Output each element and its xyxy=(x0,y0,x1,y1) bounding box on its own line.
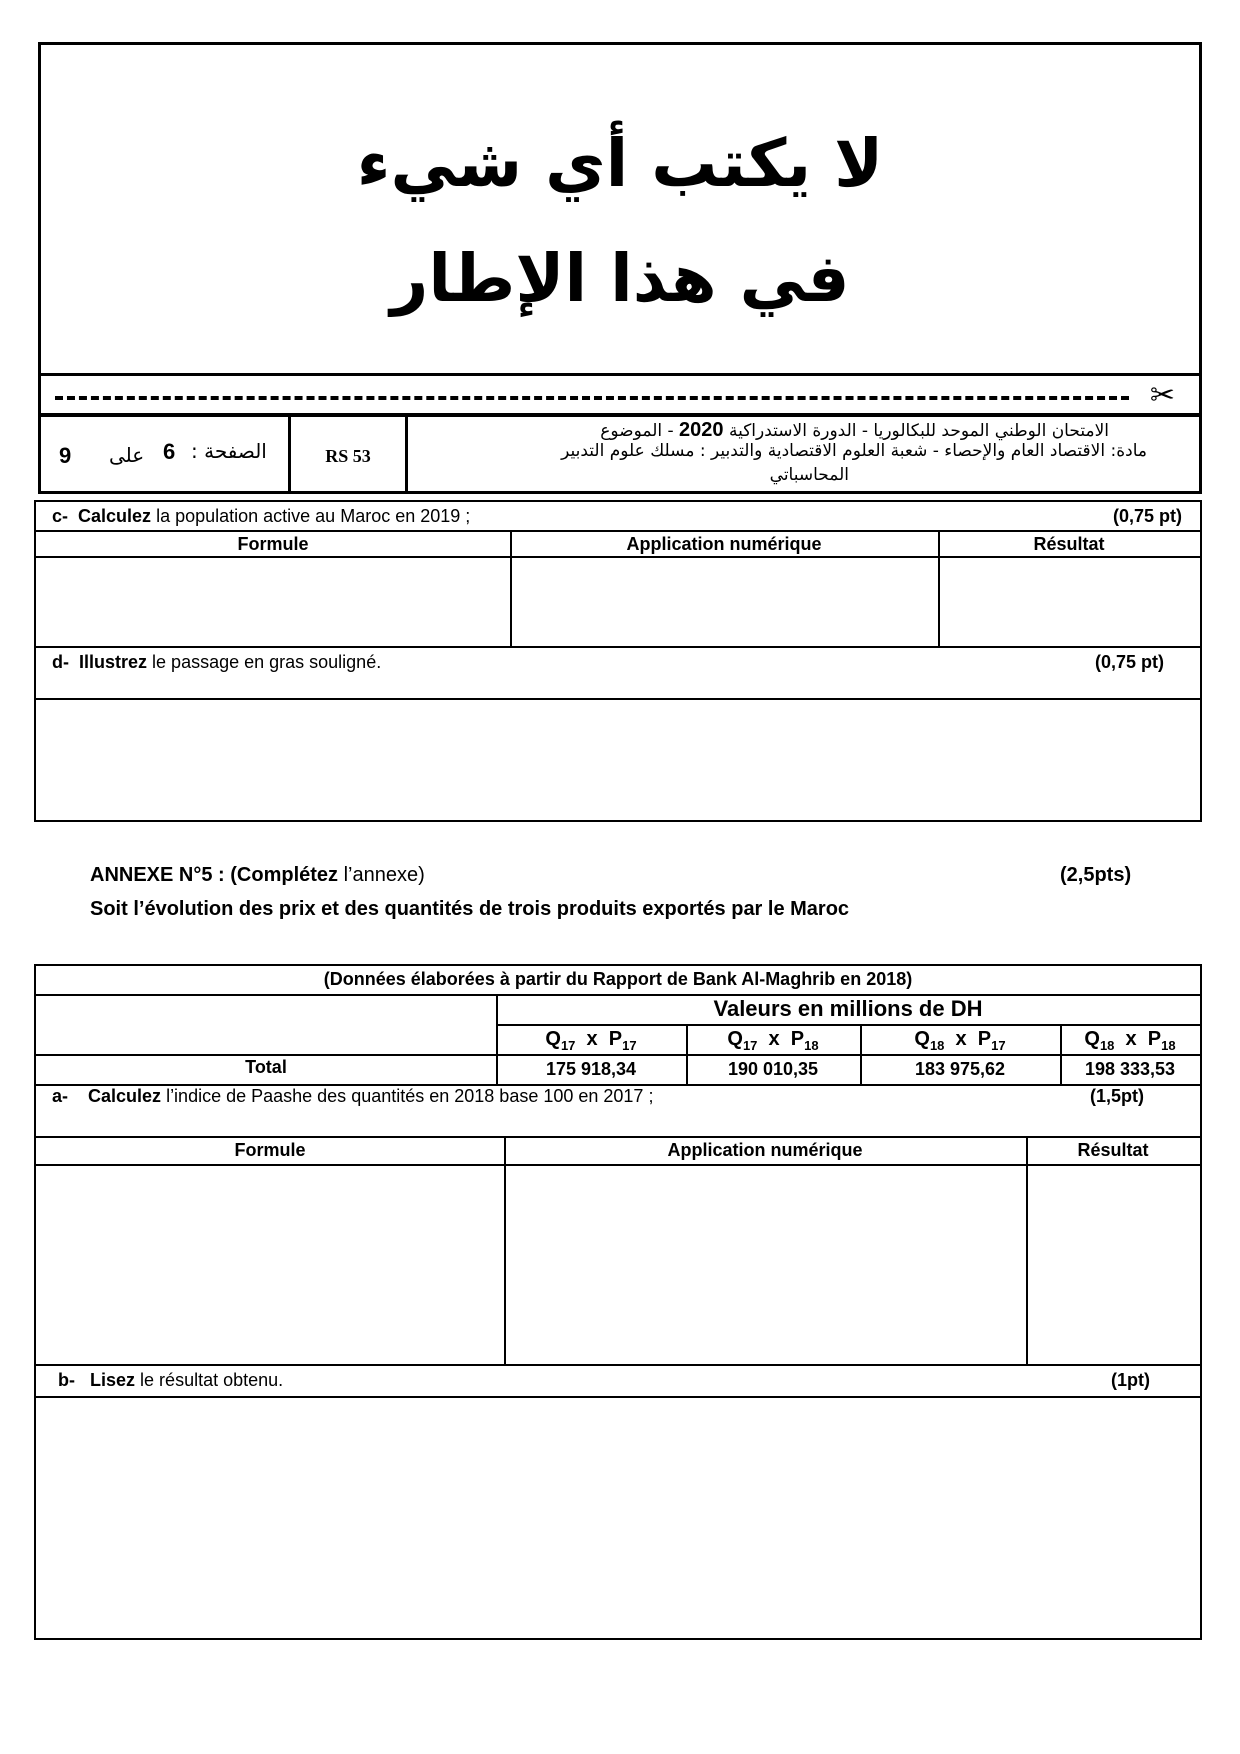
question-b-label: b- xyxy=(58,1370,75,1390)
col-q17-p18: $Q_{17}$ x $P_{18}$ xyxy=(727,1028,819,1053)
result-answer-area-a[interactable] xyxy=(1028,1166,1200,1364)
answer-area-b[interactable] xyxy=(36,1398,1200,1638)
question-c-verb: Calculez xyxy=(78,506,152,526)
question-a xyxy=(52,1086,653,1107)
formula-answer-area-a[interactable] xyxy=(36,1166,504,1364)
table-source: (Données élaborées à partir du Rapport de Bank Al-Maghrib en 2018) xyxy=(323,969,913,989)
total-q18-p17: 183 975,62 xyxy=(914,1059,1006,1079)
col-q18-p18: $Q_{18}$ x $P_{18}$ xyxy=(1084,1028,1176,1053)
do-not-write-frame xyxy=(38,42,1202,376)
question-b xyxy=(58,1370,283,1391)
question-b-text: le résultat obtenu. xyxy=(135,1370,284,1390)
col-application: Application numérique xyxy=(626,534,822,554)
formula-answer-area-c[interactable] xyxy=(36,558,510,646)
total-label: Total xyxy=(245,1057,287,1077)
annexe-title-verb: Complétez xyxy=(236,864,339,886)
page-total: 9 xyxy=(59,443,72,468)
exam-line-3: المحاسباتي xyxy=(769,465,849,485)
result-answer-area-c[interactable] xyxy=(940,558,1200,646)
col-q18-p17: $Q_{18}$ x $P_{17}$ xyxy=(914,1028,1006,1053)
col-result: Résultat xyxy=(1033,534,1105,554)
exam-session: الامتحان الوطني الموحد للبكالوريا - الدورة الاستدراكية xyxy=(728,421,1109,441)
question-b-points: (1pt) xyxy=(1111,1370,1150,1390)
exam-line-2: مادة: الاقتصاد العام والإحصاء - شعبة العلوم الاقتصادية والتدبير : مسلك علوم التدبير xyxy=(561,441,1147,461)
page-num: 6 xyxy=(163,439,176,464)
question-d-text: le passage en gras souligné. xyxy=(147,652,382,672)
col-application-a: Application numérique xyxy=(667,1140,863,1160)
question-a-verb: Calculez xyxy=(88,1086,162,1106)
col-formula-a: Formule xyxy=(234,1140,306,1160)
question-b-verb: Lisez xyxy=(90,1370,136,1390)
page-number-cell xyxy=(41,417,291,491)
scissors-icon: ✂ xyxy=(1149,378,1175,413)
question-c-text: la population active au Maroc en 2019 ; xyxy=(151,506,471,526)
do-not-write-line-1: لا يكتب أي شيء xyxy=(356,125,884,202)
question-a-label: a- xyxy=(52,1086,69,1106)
question-c-points: (0,75 pt) xyxy=(1112,506,1182,526)
question-a-points: (1,5pt) xyxy=(1090,1086,1144,1106)
do-not-write-line-2: في هذا الإطار xyxy=(390,240,850,317)
values-header: Valeurs en millions de DH xyxy=(713,996,983,1021)
questions-cd-box xyxy=(34,500,1202,822)
question-d-points: (0,75 pt) xyxy=(1094,652,1164,672)
col-formula: Formule xyxy=(237,534,309,554)
answer-area-d[interactable] xyxy=(36,700,1200,820)
exam-line-1 xyxy=(600,419,1109,442)
col-q17-p17: $Q_{17}$ x $P_{17}$ xyxy=(545,1028,637,1053)
annexe-title-a: ANNEXE N°5 : ( xyxy=(90,864,237,886)
question-c xyxy=(52,506,470,527)
question-d xyxy=(52,652,381,673)
cut-line-row xyxy=(38,376,1202,416)
question-d-label: d- xyxy=(52,652,69,672)
application-answer-area-a[interactable] xyxy=(506,1166,1026,1364)
total-q17-p17: 175 918,34 xyxy=(545,1059,637,1079)
application-answer-area-c[interactable] xyxy=(512,558,938,646)
question-a-text: l’indice de Paashe des quantités en 2018 base 100 en 2017 ; xyxy=(161,1086,654,1106)
total-q18-p18: 198 333,53 xyxy=(1084,1059,1176,1079)
exam-header xyxy=(38,416,1202,494)
question-d-verb: Illustrez xyxy=(79,652,148,672)
annexe-box xyxy=(34,964,1202,1640)
question-c-label: c- xyxy=(52,506,69,526)
annexe-title xyxy=(90,864,425,887)
annexe-subtitle: Soit l’évolution des prix et des quantités de trois produits exportés par le Maroc xyxy=(90,898,850,920)
cut-dashed-line xyxy=(55,396,1129,400)
col-result-a: Résultat xyxy=(1077,1140,1149,1160)
annexe-points: (2,5pts) xyxy=(1060,864,1132,886)
exam-year: 2020 xyxy=(679,419,724,441)
exam-code: RS 53 xyxy=(291,417,408,491)
annexe-title-b: l’annexe) xyxy=(338,864,425,886)
exam-subject-label: - الموضوع xyxy=(600,421,674,441)
exam-title-cell xyxy=(408,417,1199,491)
page-label: الصفحة : xyxy=(191,439,267,463)
total-q17-p18: 190 010,35 xyxy=(727,1059,819,1079)
of-label: على xyxy=(109,443,145,467)
